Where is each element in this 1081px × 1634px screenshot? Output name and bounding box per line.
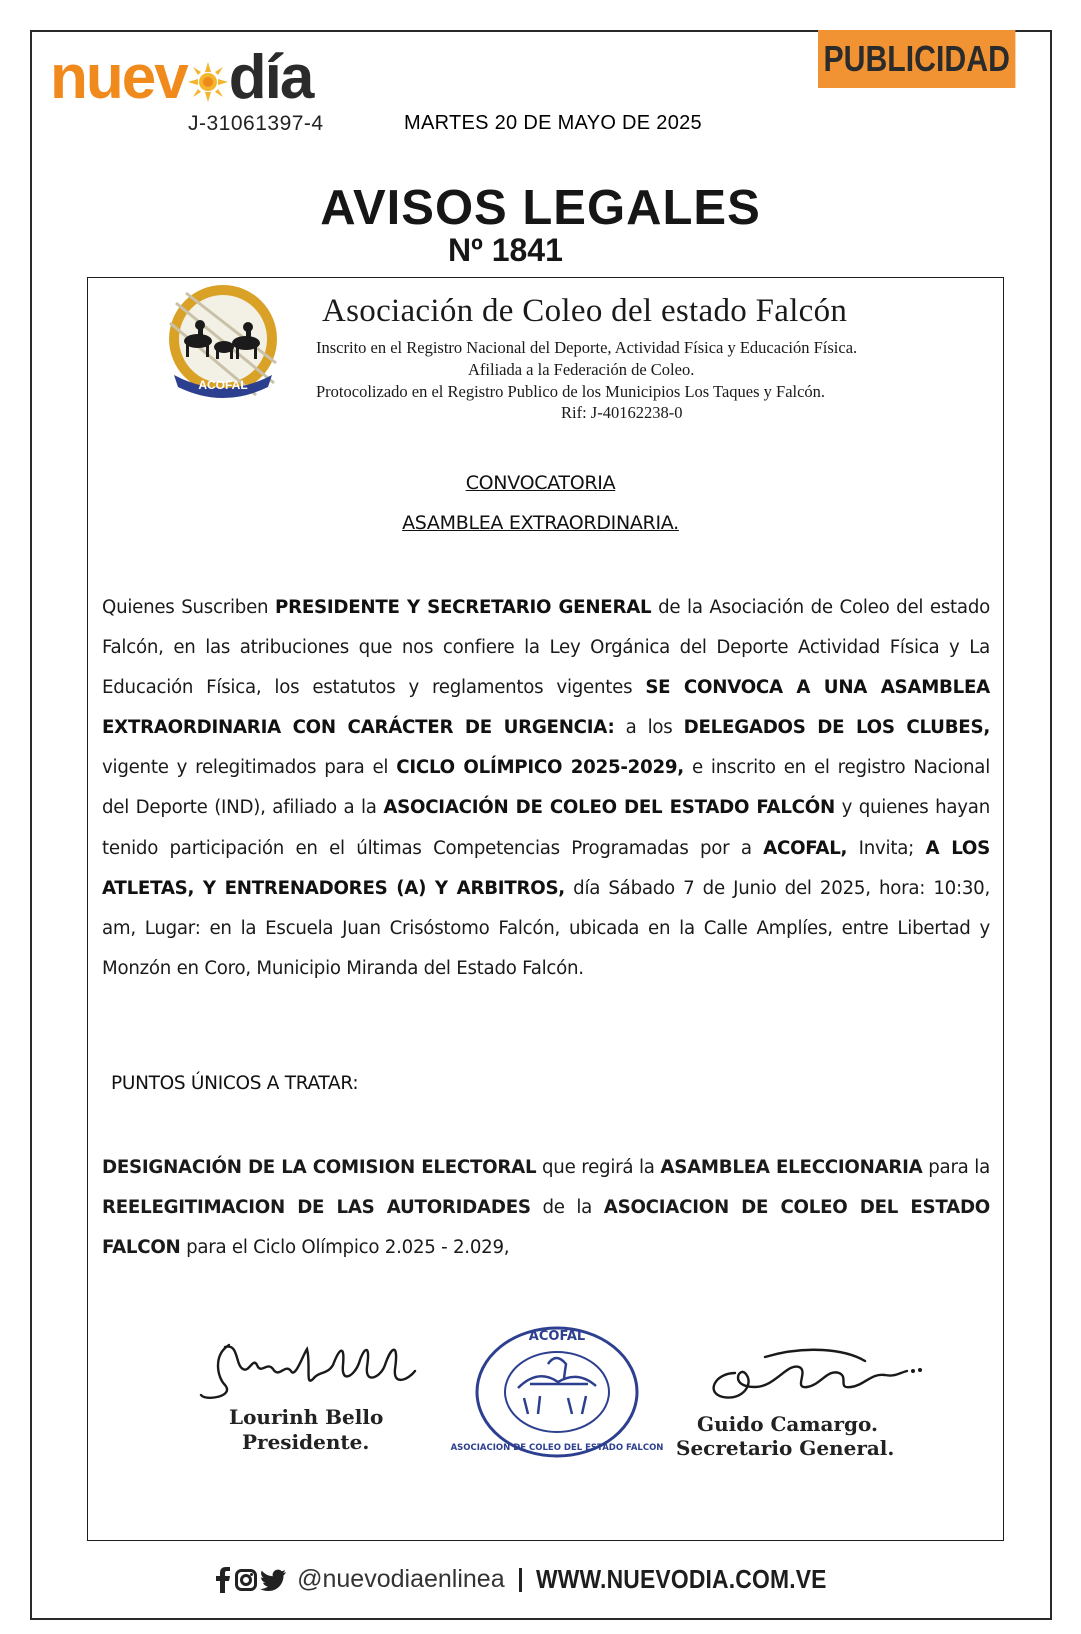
section-title: AVISOS LEGALES [320, 181, 761, 235]
seal-ring-text: ASOCIACION DE COLEO DEL ESTADO FALCON [450, 1443, 664, 1453]
newspaper-rif: J-31061397-4 [188, 112, 324, 135]
president-role: Presidente. [242, 1430, 370, 1454]
publication-date: MARTES 20 DE MAYO DE 2025 [404, 112, 702, 134]
facebook-icon[interactable] [215, 1567, 231, 1593]
secretary-role: Secretario General. [676, 1436, 895, 1460]
organization-name: Asociación de Coleo del estado Falcón [322, 293, 848, 329]
footer-separator [519, 1568, 522, 1592]
notice-number: Nº 1841 [448, 232, 563, 268]
seal-top-text: ACOFAL [528, 1329, 586, 1344]
org-rif-line: Rif: J-40162238-0 [561, 403, 683, 422]
notice-subtitle: ASAMBLEA EXTRAORDINARIA. [402, 512, 679, 534]
secretary-signature [695, 1343, 925, 1415]
org-registration-line: Inscrito en el Registro Nacional del Deporte, Actividad Física y Educación Física. [316, 338, 858, 357]
points-heading: PUNTOS ÚNICOS A TRATAR: [111, 1073, 359, 1094]
secretary-name: Guido Camargo. [697, 1412, 878, 1436]
org-protocol-line: Protocolizado en el Registro Publico de los Municipios Los Taques y Falcón. [316, 382, 826, 401]
social-icons [215, 1567, 287, 1593]
nuevodia-logo [50, 43, 313, 112]
social-handle[interactable]: @nuevodiaenlinea [297, 1565, 505, 1593]
org-affiliation-line: Afiliada a la Federación de Coleo. [468, 360, 695, 379]
president-name: Lourinh Bello [229, 1405, 384, 1429]
instagram-icon[interactable] [235, 1569, 257, 1591]
president-signature [195, 1335, 435, 1407]
notice-title: CONVOCATORIA [465, 472, 616, 494]
website-link[interactable]: WWW.NUEVODIA.COM.VE [535, 1564, 827, 1594]
association-seal [450, 1318, 664, 1466]
footer [0, 1564, 1081, 1595]
publicidad-tag: PUBLICIDAD [818, 30, 1015, 88]
acofal-emblem [156, 283, 290, 401]
emblem-label: ACOFAL [198, 378, 248, 392]
logo-wordmark: nuev día [50, 43, 313, 112]
points-body: DESIGNACIÓN DE LA COMISION ELECTORAL que regirá la ASAMBLEA ELECCIONARIA para la REELEGITIMACION DE LAS AUTORIDADES de la ASOCIACION DE COLEO DEL ESTADO FALCON para el Ciclo Olímpico 2.025 - 2.029, [102, 1157, 991, 1259]
twitter-icon[interactable] [261, 1569, 287, 1591]
notice-body: Quienes Suscriben PRESIDENTE Y SECRETARIO GENERAL de la Asociación de Coleo del estado Falcón, en las atribuciones que nos confiere la Ley Orgánica del Deporte Actividad Física y La Educación Física, los estatutos y reglamentos vigentes SE CONVOCA A UNA ASAMBLEA EXTRAORDINARIA CON CARÁCTER DE URGENCIA: a los DELEGADOS DE LOS CLUBES, vigente y relegitimados para el CICLO OLÍMPICO 2025-2029, e inscrito en el registro Nacional del Deporte (IND), afiliado a la ASOCIACIÓN DE COLEO DEL ESTADO FALCÓN y quienes hayan tenido participación en el últimas Competencias Programadas por a ACOFAL, Invita; A LOS ATLETAS, Y ENTRENADORES (A) Y ARBITROS, día Sábado 7 de Junio del 2025, hora: 10:30, am, Lugar: en la Escuela Juan Crisóstomo Falcón, ubicada en la Calle Amplíes, entre Libertad y Monzón en Coro, Municipio Miranda del Estado Falcón. [102, 597, 991, 979]
sun-icon [188, 62, 228, 102]
